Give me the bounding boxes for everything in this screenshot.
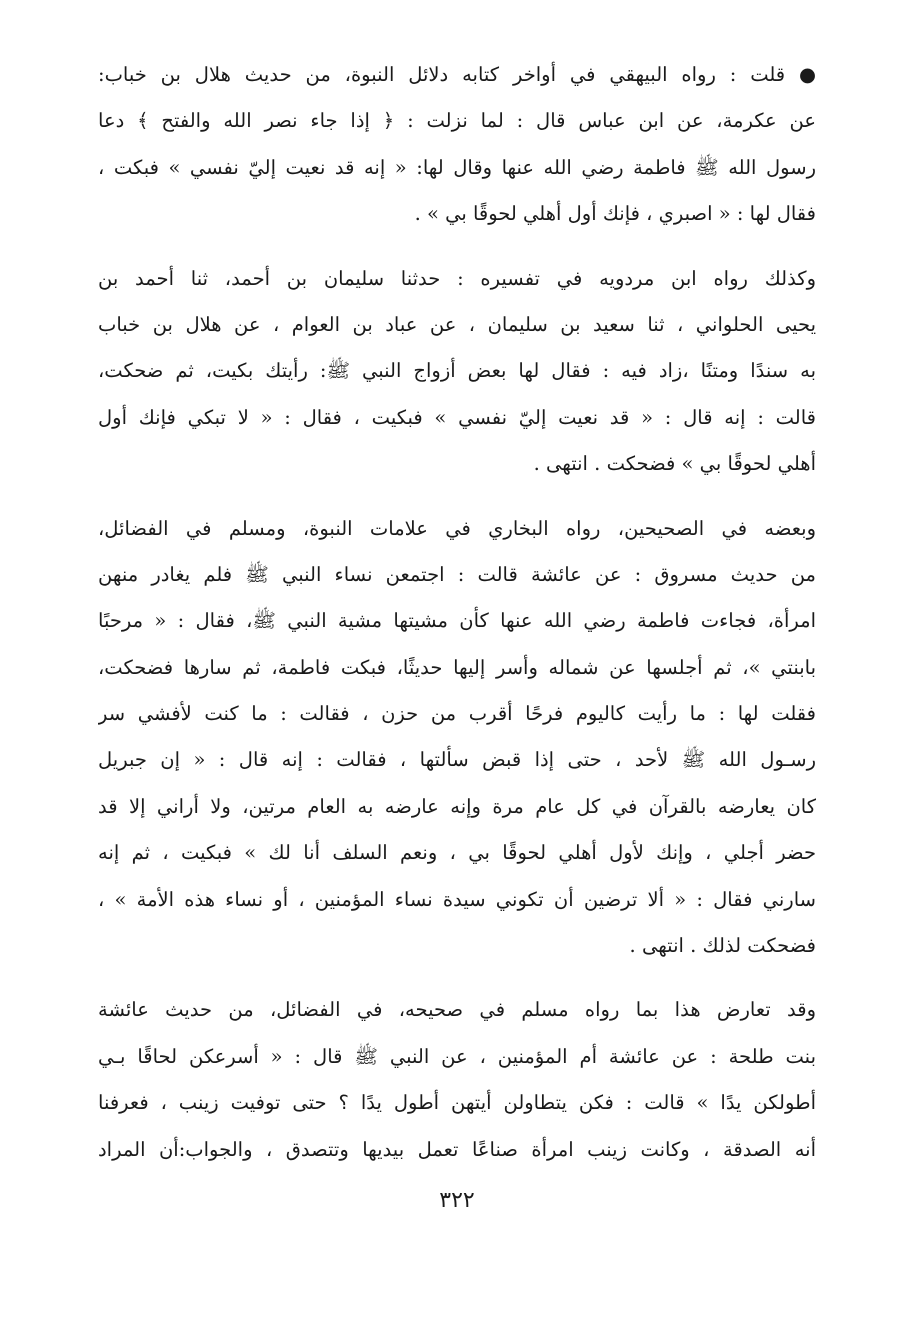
text-line: قالت : إنه قال : « قد نعيت إليّ نفسي » فبكيت ، فقال : « لا تبكي فإنك أول bbox=[98, 405, 816, 429]
text-line: أنه الصدقة ، وكانت زينب امرأة صناعًا تعمل بيديها وتتصدق ، والجواب:أن المراد bbox=[98, 1137, 816, 1161]
text-line: عن عكرمة، عن ابن عباس قال : لما نزلت : ﴿ إذا جاء نصر الله والفتح ﴾ دعا bbox=[98, 109, 816, 133]
text-line: وبعضه في الصحيحين، رواه البخاري في علامات النبوة، ومسلم في الفضائل، bbox=[98, 516, 816, 540]
paragraph-4 bbox=[98, 987, 816, 1173]
text-line: من حديث مسروق : عن عائشة قالت : اجتمعن نساء النبي ﷺ فلم يغادر منهن bbox=[98, 562, 816, 586]
text-line: وكذلك رواه ابن مردويه في تفسيره : حدثنا سليمان بن أحمد، ثنا أحمد بن bbox=[98, 266, 816, 290]
text-line: كان يعارضه بالقرآن في كل عام مرة وإنه عارضه به العام مرتين، ولا أراني إلا قد bbox=[98, 794, 816, 818]
paragraph-1 bbox=[98, 52, 816, 238]
text-line: أهلي لحوقًا بي » فضحكت . انتهى . bbox=[533, 452, 816, 476]
page-number: ٣٢٢ bbox=[439, 1188, 475, 1213]
text-line: ● قلت : رواه البيهقي في أواخر كتابه دلائل النبوة، من حديث هلال بن خباب: bbox=[98, 63, 816, 86]
text-line: حضر أجلي ، وإنك لأول أهلي لحوقًا بي ، ونعم السلف أنا لك » فبكيت ، ثم إنه bbox=[98, 841, 816, 865]
paragraph-2 bbox=[98, 256, 816, 488]
text-line: فقال لها : « اصبري ، فإنك أول أهلي لحوقًا بي » . bbox=[414, 202, 816, 226]
text-line: امرأة، فجاءت فاطمة رضي الله عنها كأن مشيتها مشية النبي ﷺ، فقال : « مرحبًا bbox=[98, 609, 816, 633]
text-line: فقلت لها : ما رأيت كاليوم فرحًا أقرب من حزن ، فقالت : ما كنت لأفشي سر bbox=[98, 702, 816, 726]
text-line: بنت طلحة : عن عائشة أم المؤمنين ، عن النبي ﷺ قال : « أسرعكن لحاقًا بـي bbox=[98, 1044, 816, 1068]
text-line: رسول الله ﷺ فاطمة رضي الله عنها وقال لها: « إنه قد نعيت إليّ نفسي » فبكت ، bbox=[98, 155, 816, 179]
text-line: به سندًا ومتنًا ،زاد فيه : فقال لها بعض أزواج النبي ﷺ: رأيتك بكيت، ثم ضحكت، bbox=[98, 359, 816, 383]
text-line: أطولكن يدًا » قالت : فكن يتطاولن أيتهن أطول يدًا ؟ حتى توفيت زينب ، فعرفنا bbox=[98, 1091, 816, 1115]
text-line: رسـول الله ﷺ لأحد ، حتى إذا قبض سألتها ، فقالت : إنه قال : « إن جبريل bbox=[98, 748, 816, 772]
text-line: بابنتي »، ثم أجلسها عن شماله وأسر إليها حديثًا، فبكت فاطمة، ثم سارها فضحكت، bbox=[98, 655, 816, 679]
page-text bbox=[98, 52, 816, 1252]
paragraph-3 bbox=[98, 506, 816, 970]
text-line: فضحكت لذلك . انتهى . bbox=[629, 934, 816, 958]
text-line: وقد تعارض هذا بما رواه مسلم في صحيحه، في الفضائل، من حديث عائشة bbox=[98, 998, 816, 1022]
text-line: يحيى الحلواني ، ثنا سعيد بن سليمان ، عن عباد بن العوام ، عن هلال بن خباب bbox=[98, 312, 816, 336]
text-line: سارني فقال : « ألا ترضين أن تكوني سيدة نساء المؤمنين ، أو نساء هذه الأمة » ، bbox=[98, 887, 816, 911]
